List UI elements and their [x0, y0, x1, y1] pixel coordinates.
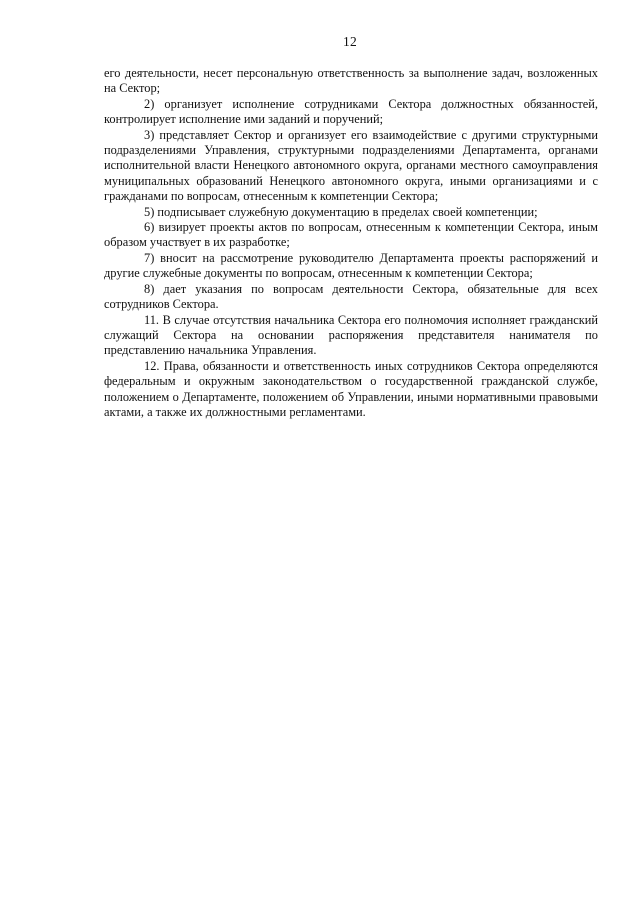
document-body — [104, 66, 598, 420]
paragraph-item-2: 2) организует исполнение сотрудниками Сектора должностных обязанностей, контролирует исполнение ими заданий и поручений; — [104, 96, 598, 127]
paragraph-item-8: 8) дает указания по вопросам деятельности Сектора, обязательные для всех сотрудников Сектора. — [104, 281, 598, 312]
paragraph-item-6: 6) визирует проекты актов по вопросам, отнесенным к компетенции Сектора, иным образом участвует в их разработке; — [104, 220, 598, 250]
paragraph-item-5: 5) подписывает служебную документацию в пределах своей компетенции; — [144, 204, 538, 219]
paragraph-item-3: 3) представляет Сектор и организует его взаимодействие с другими структурными подразделениями Управления, структурными подразделениями Департамента, органами исполнительной власти Ненецкого автономного округа, органами местного самоуправления муниципальных образований Ненецкого автономного округа, иными организациями и с гражданами по вопросам, отнесенным к компетенции Сектора; — [104, 127, 598, 204]
page-number: 12 — [343, 34, 357, 49]
paragraph-continuation: его деятельности, несет персональную ответственность за выполнение задач, возложенных на Сектор; — [104, 66, 598, 96]
paragraph-clause-11: 11. В случае отсутствия начальника Сектора его полномочия исполняет гражданский служащий Сектора на основании распоряжения представителя нанимателя по представлению начальника Управления. — [104, 312, 598, 358]
paragraph-item-7: 7) вносит на рассмотрение руководителю Департамента проекты распоряжений и другие служебные документы по вопросам, отнесенным к компетенции Сектора; — [104, 250, 598, 281]
paragraph-clause-12: 12. Права, обязанности и ответственность иных сотрудников Сектора определяются федеральным и окружным законодательством о государственной гражданской службе, положением о Департаменте, положением об Управлении, иными нормативными правовыми актами, а также их должностными регламентами. — [104, 358, 598, 419]
